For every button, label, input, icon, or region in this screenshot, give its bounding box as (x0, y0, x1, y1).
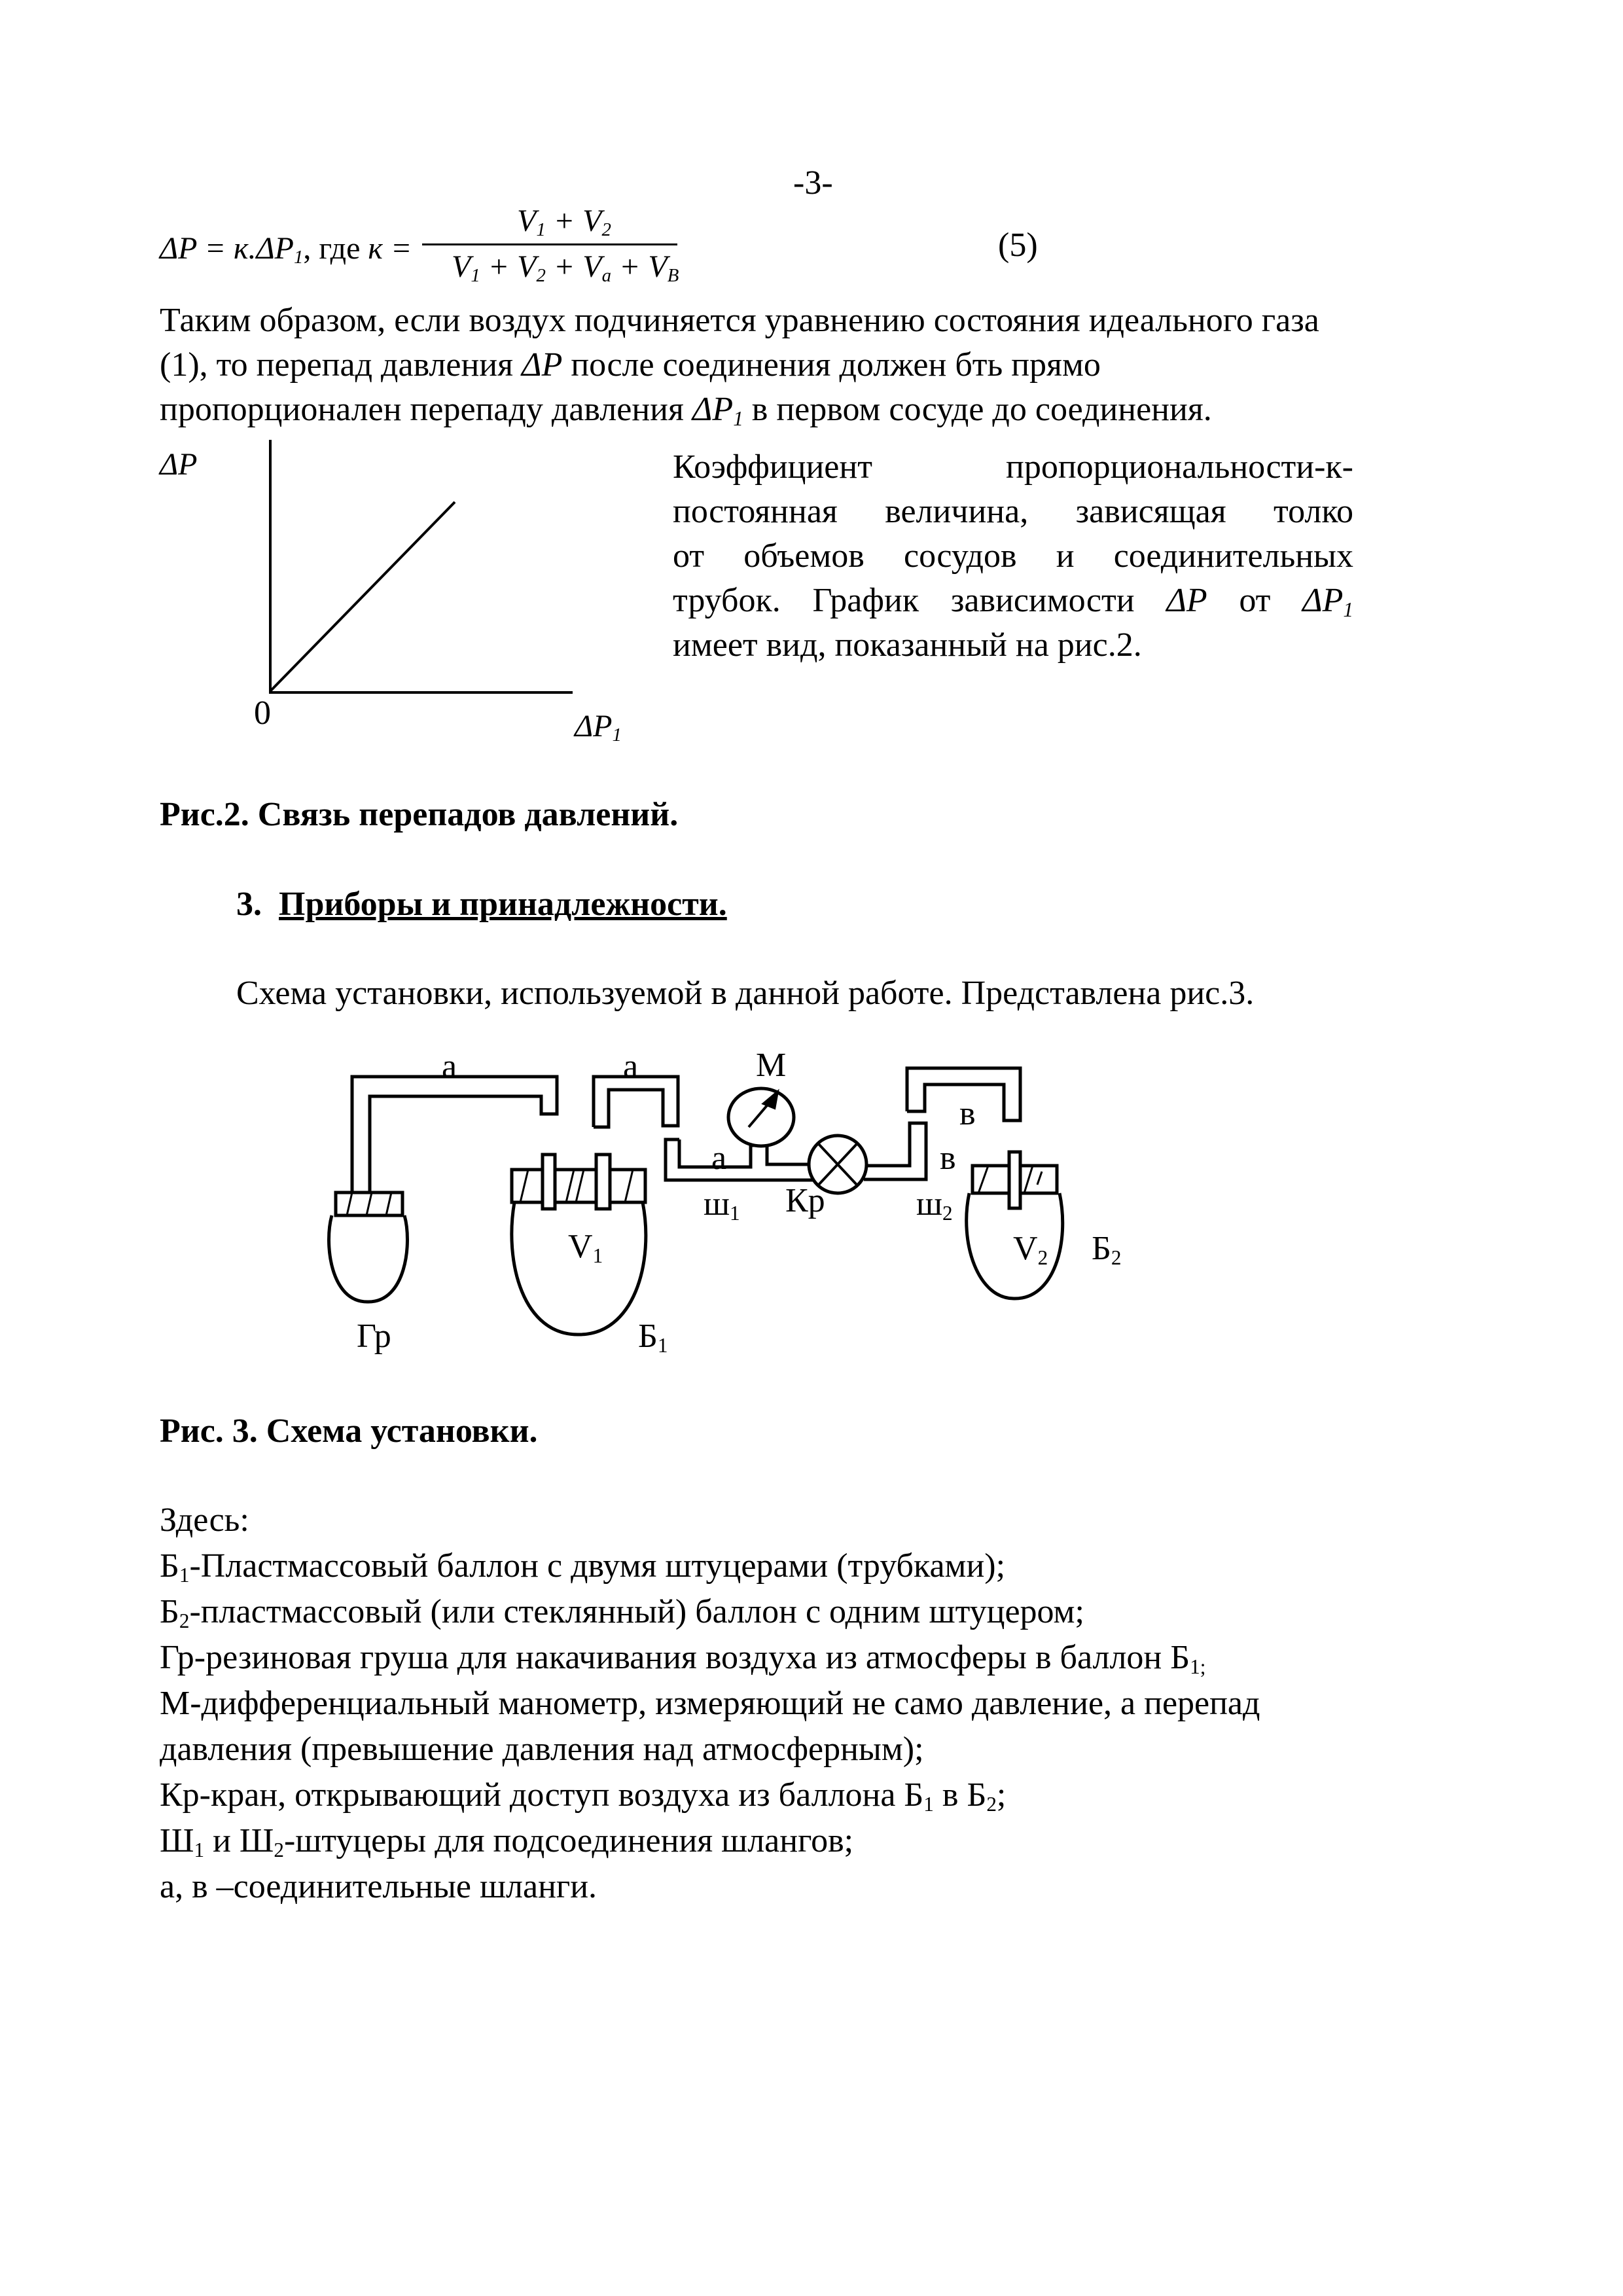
b1-fitting-1 (543, 1155, 555, 1209)
side-text-line: имеет вид, показанный на рис.2. (673, 626, 1142, 664)
figure-3-caption: Рис. 3. Схема установки. (160, 1412, 538, 1450)
label-v2: $V_2$ (1013, 1230, 1048, 1269)
paragraph-line: пропорционален перепаду давления $\Delta P_1$ в первом сосуде до соединения. (160, 391, 1212, 430)
legend-line: Кр-кран, открывающий доступ воздуха из баллона $Б_1$ в $Б_2$; (160, 1776, 1007, 1816)
equation-number: (5) (998, 226, 1038, 264)
fraction-denominator: $V_1 + V_2 + V_a + V_B$ (452, 249, 679, 287)
legend-line: а, в –соединительные шланги. (160, 1868, 597, 1905)
side-text-line: от объемов сосудов и соединительных (673, 537, 1353, 575)
side-text-line: трубок. График зависимости ΔP от $\Delta P_1$ (673, 582, 1354, 621)
label-hose-a: а (623, 1048, 639, 1085)
graph-y-label: ΔP (160, 447, 198, 482)
scheme-intro: Схема установки, используемой в данной работе. Представлена рис.3. (236, 975, 1255, 1012)
pressure-graph (269, 440, 573, 694)
legend-line: Гр-резиновая груша для накачивания воздуха из атмосферы в баллон $Б_{1;}$ (160, 1639, 1206, 1678)
label-manometer: М (756, 1047, 787, 1084)
paragraph-line: (1), то перепад давления ΔP после соединения должен бть прямо (160, 346, 1101, 384)
proportional-line (270, 502, 455, 691)
legend-line: М-дифференциальный манометр, измеряющий не само давление, а перепад (160, 1685, 1260, 1722)
manometer-dial (728, 1088, 794, 1146)
graph-origin: 0 (254, 694, 271, 732)
label-v1: $V_1$ (568, 1228, 603, 1267)
label-b1: $Б_1$ (638, 1318, 668, 1357)
graph-x-label: $\Delta P_1$ (575, 709, 622, 746)
section-heading: 3. Приборы и принадлежности. (236, 886, 727, 923)
label-b2: $Б_2$ (1092, 1230, 1122, 1269)
figure-2-caption: Рис.2. Связь перепадов давлений. (160, 796, 679, 833)
paragraph-line: Таким образом, если воздух подчиняется уравнению состояния идеального газа (160, 302, 1319, 339)
rubber-bulb (329, 1215, 408, 1302)
formula-lhs-sub: 1 (293, 247, 304, 268)
fraction-numerator: $V_1 + V_2$ (517, 204, 611, 241)
label-hose-b: в (959, 1095, 976, 1132)
label-hose-a: а (442, 1048, 457, 1085)
label-valve: Кр (785, 1182, 825, 1219)
b2-fitting (1009, 1152, 1020, 1208)
label-hose-b: в (940, 1139, 956, 1177)
formula-lhs: ΔP = к.ΔP (160, 231, 294, 266)
legend-line: давления (превышение давления над атмосферным); (160, 1731, 924, 1768)
b1-fitting-2 (596, 1155, 610, 1209)
legend-line: $Б_2$-пластмассовый (или стеклянный) баллон с одним штуцером; (160, 1593, 1084, 1632)
formula-where: , где (303, 231, 361, 266)
page-number: -3- (793, 164, 833, 202)
fitting-sh1-tube (666, 1139, 814, 1180)
side-text-line: постоянная величина, зависящая толко (673, 493, 1353, 530)
formula-k: к = (368, 231, 412, 266)
legend-line: $Ш_1$ и $Ш_2$-штуцеры для подсоединения шлангов; (160, 1822, 854, 1861)
label-fitting-sh1: $ш_1$ (704, 1185, 740, 1225)
legend-intro: Здесь: (160, 1501, 249, 1539)
label-hose-a: а (711, 1139, 727, 1177)
side-text-line: Коэффициент пропорциональности-к- (673, 448, 1353, 486)
fitting-sh2-tube (864, 1123, 926, 1179)
label-bulb: Гр (357, 1318, 391, 1355)
label-fitting-sh2: $ш_2$ (916, 1185, 953, 1225)
legend-line: $Б_1$-Пластмассовый баллон с двумя штуцерами (трубками); (160, 1547, 1006, 1587)
